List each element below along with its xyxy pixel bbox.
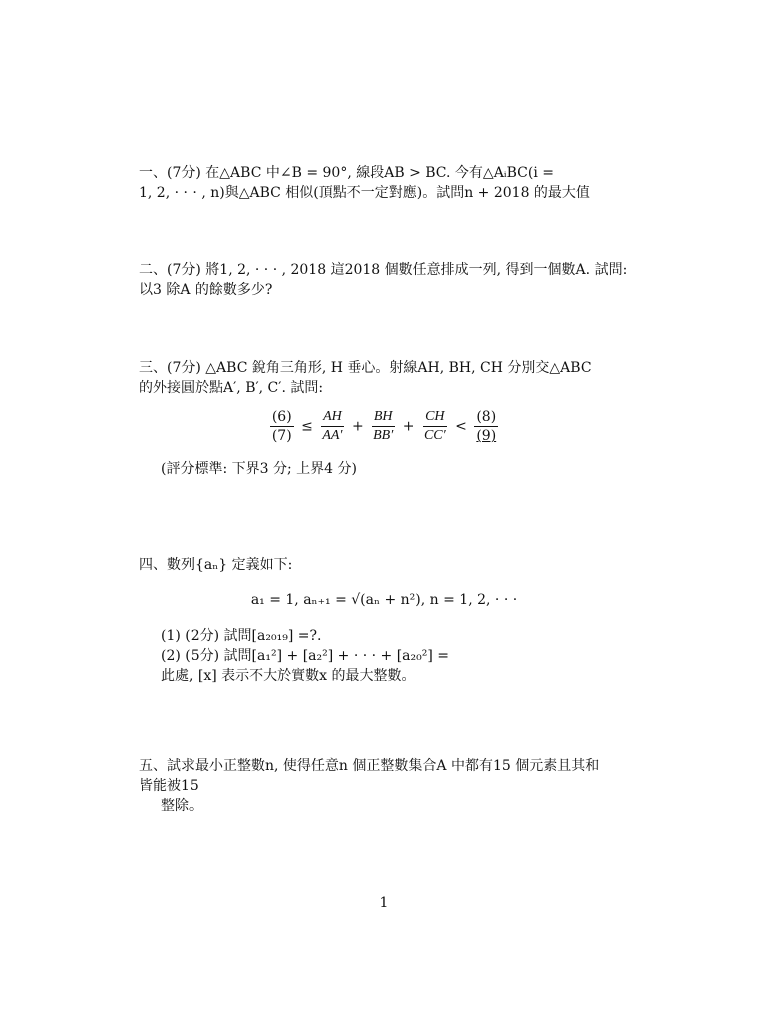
grading-note-text: (評分標準: 下界3 分; 上界4 分): [161, 461, 357, 477]
fraction-bh-bb: [371, 408, 395, 445]
problem-5-line-1: 五、試求最小正整數n, 使得任意n 個正整數集合A 中都有15 個元素且其和: [139, 758, 600, 774]
problem-5-line-3: 整除。: [161, 798, 203, 814]
problem-1: [139, 163, 629, 203]
problem-4-parts: [139, 626, 651, 686]
fraction-bh-denominator: BB′: [373, 428, 394, 443]
problem-1-line-2: 1, 2, · · · , n)與△ABC 相似(頂點不一定對應)。試問n + 2018 的最大值: [139, 185, 590, 201]
leq-sign: ≤: [301, 418, 313, 435]
problem-3: [139, 358, 629, 398]
problem-4-note: 此處, [x] 表示不大於實數x 的最大整數。: [161, 668, 416, 684]
fraction-ch-denominator: CC′: [423, 428, 446, 443]
fraction-ah-numerator: AH: [321, 408, 344, 427]
fraction-ah-denominator: AA′: [322, 428, 343, 443]
page-number: 1: [379, 895, 389, 911]
lower-bound-numerator: (6): [271, 409, 292, 425]
plus-sign: +: [351, 418, 364, 435]
problem-2-line-2: 以3 除A 的餘數多少?: [139, 282, 273, 298]
sequence-formula: [139, 590, 629, 610]
upper-bound-fraction: [474, 408, 498, 445]
upper-bound-denominator: (9): [476, 428, 497, 444]
inequality-display: [139, 408, 629, 445]
problem-4-line-1: 四、數列{aₙ} 定義如下:: [139, 557, 293, 573]
sequence-formula-text: a₁ = 1, aₙ₊₁ = √(aₙ + n²), n = 1, 2, · · ·: [250, 592, 518, 608]
problem-4: [139, 555, 629, 575]
fraction-bh-numerator: BH: [372, 408, 395, 427]
fraction-ch-cc: [422, 408, 448, 445]
fraction-ah-aa: [320, 408, 344, 445]
grading-note: [139, 459, 651, 479]
plus-sign: +: [402, 418, 415, 435]
upper-bound-numerator: (8): [476, 409, 497, 425]
lower-bound-fraction: [270, 408, 294, 445]
problem-4-part-2: (2) (5分) 試問[a₁²] + [a₂²] + · · · + [a₂₀²] =: [161, 648, 449, 664]
problem-2: [139, 260, 629, 300]
problem-5-line-2: 皆能被15: [139, 778, 199, 794]
problem-4-part-1: (1) (2分) 試問[a₂₀₁₉] =?.: [161, 628, 322, 644]
problem-5: [139, 756, 629, 816]
fraction-ch-numerator: CH: [423, 408, 446, 427]
problem-2-line-1: 二、(7分) 將1, 2, · · · , 2018 這2018 個數任意排成一列, 得到一個數A. 試問:: [139, 262, 628, 278]
lower-bound-denominator: (7): [271, 428, 292, 444]
problem-1-line-1: 一、(7分) 在△ABC 中∠B = 90°, 線段AB > BC. 今有△AᵢBC(i =: [139, 165, 554, 181]
lt-sign: <: [455, 418, 467, 435]
problem-3-line-1: 三、(7分) △ABC 銳角三角形, H 垂心。射線AH, BH, CH 分別交△ABC: [139, 360, 592, 376]
problem-3-line-2: 的外接圓於點A′, B′, C′. 試問:: [139, 380, 324, 396]
